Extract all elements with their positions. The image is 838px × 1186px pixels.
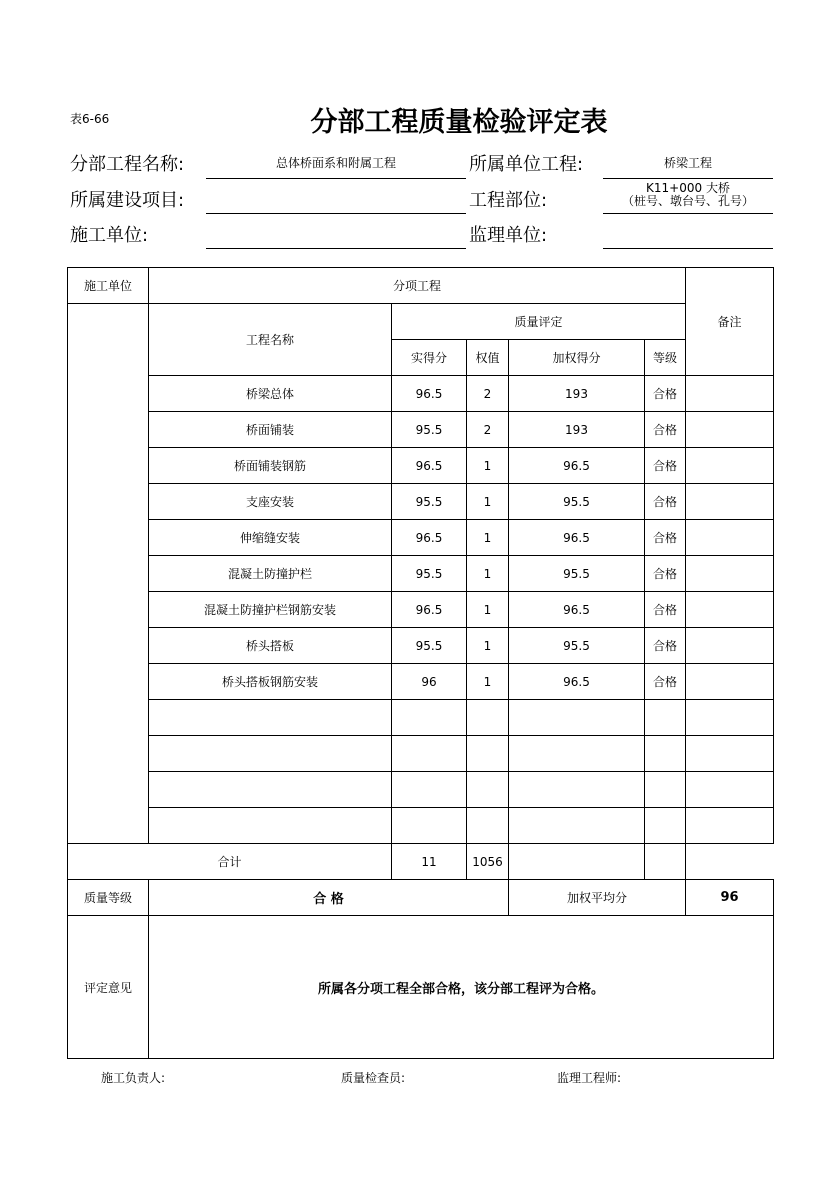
cell-weight: 1 bbox=[467, 628, 509, 664]
opinion-label: 评定意见 bbox=[68, 916, 149, 1059]
cell-grade: 合格 bbox=[645, 592, 686, 628]
division-name-line bbox=[206, 178, 466, 179]
opinion-text: 所属各分项工程全部合格，该分部工程评为合格。 bbox=[149, 916, 774, 1059]
cell-name: 桥梁总体 bbox=[149, 376, 392, 412]
cell-grade: 合格 bbox=[645, 484, 686, 520]
cell-weight: 1 bbox=[467, 448, 509, 484]
total-remark bbox=[645, 844, 686, 880]
header-remark: 备注 bbox=[686, 268, 774, 376]
cell-remark bbox=[686, 592, 774, 628]
cell-grade: 合格 bbox=[645, 664, 686, 700]
cell-grade bbox=[645, 736, 686, 772]
total-weight: 11 bbox=[392, 844, 467, 880]
page-title: 分部工程质量检验评定表 bbox=[310, 107, 608, 138]
header-contractor: 施工单位 bbox=[68, 268, 149, 304]
supervisor-label: 监理单位: bbox=[469, 225, 548, 246]
cell-grade bbox=[645, 700, 686, 736]
cell-weighted: 95.5 bbox=[509, 484, 645, 520]
cell-score: 95.5 bbox=[392, 556, 467, 592]
cell-score bbox=[392, 808, 467, 844]
avg-value: 96 bbox=[686, 880, 774, 916]
cell-name bbox=[149, 700, 392, 736]
header-subitem: 分项工程 bbox=[149, 268, 686, 304]
inspector-signature: 质量检查员: bbox=[341, 1071, 406, 1085]
cell-score bbox=[392, 736, 467, 772]
cell-name: 混凝土防撞护栏钢筋安装 bbox=[149, 592, 392, 628]
cell-weighted bbox=[509, 808, 645, 844]
location-line bbox=[603, 213, 773, 214]
supervisor-line bbox=[603, 248, 773, 249]
cell-remark bbox=[686, 376, 774, 412]
header-grade: 等级 bbox=[645, 340, 686, 376]
contractor-label: 施工单位: bbox=[70, 225, 149, 246]
total-weighted: 1056 bbox=[467, 844, 509, 880]
location-label: 工程部位: bbox=[469, 190, 548, 211]
construction-project-label: 所属建设项目: bbox=[70, 190, 185, 211]
table-row bbox=[68, 808, 774, 844]
unit-project-line bbox=[603, 178, 773, 179]
cell-name bbox=[149, 736, 392, 772]
grade-label: 质量等级 bbox=[68, 880, 149, 916]
cell-weighted: 193 bbox=[509, 412, 645, 448]
division-name-value: 总体桥面系和附属工程 bbox=[275, 156, 396, 170]
cell-weighted bbox=[509, 700, 645, 736]
contractor-cell bbox=[68, 304, 149, 844]
cell-score: 95.5 bbox=[392, 484, 467, 520]
header-name: 工程名称 bbox=[149, 304, 392, 376]
header-weighted: 加权得分 bbox=[509, 340, 645, 376]
cell-weight: 2 bbox=[467, 412, 509, 448]
cell-score: 96.5 bbox=[392, 592, 467, 628]
location-line2: （桩号、墩台号、孔号） bbox=[621, 194, 754, 208]
cell-weight: 1 bbox=[467, 520, 509, 556]
cell-weighted: 96.5 bbox=[509, 448, 645, 484]
cell-remark bbox=[686, 772, 774, 808]
contractor-lead-signature: 施工负责人: bbox=[101, 1071, 166, 1085]
cell-weighted: 193 bbox=[509, 376, 645, 412]
cell-name: 桥头搭板钢筋安装 bbox=[149, 664, 392, 700]
cell-name: 桥头搭板 bbox=[149, 628, 392, 664]
cell-weighted: 96.5 bbox=[509, 520, 645, 556]
cell-weighted bbox=[509, 772, 645, 808]
cell-weighted: 96.5 bbox=[509, 592, 645, 628]
cell-score bbox=[392, 700, 467, 736]
table-row bbox=[68, 736, 774, 772]
construction-project-line bbox=[206, 213, 466, 214]
table-row bbox=[68, 700, 774, 736]
cell-name bbox=[149, 772, 392, 808]
table-row bbox=[68, 556, 774, 592]
cell-remark bbox=[686, 736, 774, 772]
cell-score: 96.5 bbox=[392, 520, 467, 556]
cell-grade: 合格 bbox=[645, 520, 686, 556]
cell-weight: 1 bbox=[467, 664, 509, 700]
table-row bbox=[68, 772, 774, 808]
cell-weighted bbox=[509, 736, 645, 772]
avg-label: 加权平均分 bbox=[509, 880, 686, 916]
cell-remark bbox=[686, 628, 774, 664]
cell-weighted: 96.5 bbox=[509, 664, 645, 700]
table-row bbox=[68, 592, 774, 628]
cell-grade: 合格 bbox=[645, 556, 686, 592]
cell-grade: 合格 bbox=[645, 376, 686, 412]
cell-name: 桥面铺装 bbox=[149, 412, 392, 448]
cell-name: 桥面铺装钢筋 bbox=[149, 448, 392, 484]
cell-weight: 1 bbox=[467, 556, 509, 592]
cell-grade: 合格 bbox=[645, 412, 686, 448]
header-quality: 质量评定 bbox=[392, 304, 686, 340]
cell-score: 96.5 bbox=[392, 376, 467, 412]
cell-remark bbox=[686, 520, 774, 556]
cell-remark bbox=[686, 700, 774, 736]
cell-remark bbox=[686, 808, 774, 844]
form-code: 表6-66 bbox=[70, 112, 110, 126]
header-weight: 权值 bbox=[467, 340, 509, 376]
engineer-signature: 监理工程师: bbox=[557, 1071, 622, 1085]
cell-remark bbox=[686, 556, 774, 592]
location-line1: K11+000 大桥 bbox=[646, 181, 730, 195]
total-grade bbox=[509, 844, 645, 880]
cell-grade: 合格 bbox=[645, 628, 686, 664]
grade-value: 合 格 bbox=[149, 880, 509, 916]
table-row bbox=[68, 412, 774, 448]
contractor-line bbox=[206, 248, 466, 249]
total-label: 合计 bbox=[68, 844, 392, 880]
cell-weight bbox=[467, 808, 509, 844]
cell-grade bbox=[645, 808, 686, 844]
cell-weight: 1 bbox=[467, 484, 509, 520]
cell-remark bbox=[686, 664, 774, 700]
table-row bbox=[68, 448, 774, 484]
cell-name: 支座安装 bbox=[149, 484, 392, 520]
table-row bbox=[68, 376, 774, 412]
cell-name: 混凝土防撞护栏 bbox=[149, 556, 392, 592]
cell-score: 95.5 bbox=[392, 628, 467, 664]
cell-weighted: 95.5 bbox=[509, 628, 645, 664]
table-row bbox=[68, 520, 774, 556]
evaluation-table bbox=[67, 267, 774, 1059]
cell-grade bbox=[645, 772, 686, 808]
cell-grade: 合格 bbox=[645, 448, 686, 484]
division-name-label: 分部工程名称: bbox=[70, 154, 185, 175]
cell-weight: 2 bbox=[467, 376, 509, 412]
cell-score: 96.5 bbox=[392, 448, 467, 484]
cell-remark bbox=[686, 484, 774, 520]
table-row bbox=[68, 484, 774, 520]
cell-score: 95.5 bbox=[392, 412, 467, 448]
cell-remark bbox=[686, 448, 774, 484]
table-row bbox=[68, 664, 774, 700]
cell-score: 96 bbox=[392, 664, 467, 700]
cell-weight: 1 bbox=[467, 592, 509, 628]
cell-remark bbox=[686, 412, 774, 448]
cell-weighted: 95.5 bbox=[509, 556, 645, 592]
header-score: 实得分 bbox=[392, 340, 467, 376]
cell-name: 伸缩缝安装 bbox=[149, 520, 392, 556]
cell-score bbox=[392, 772, 467, 808]
unit-project-value: 桥梁工程 bbox=[663, 156, 712, 170]
cell-name bbox=[149, 808, 392, 844]
unit-project-label: 所属单位工程: bbox=[469, 154, 584, 175]
table-row bbox=[68, 628, 774, 664]
cell-weight bbox=[467, 772, 509, 808]
cell-weight bbox=[467, 700, 509, 736]
cell-weight bbox=[467, 736, 509, 772]
